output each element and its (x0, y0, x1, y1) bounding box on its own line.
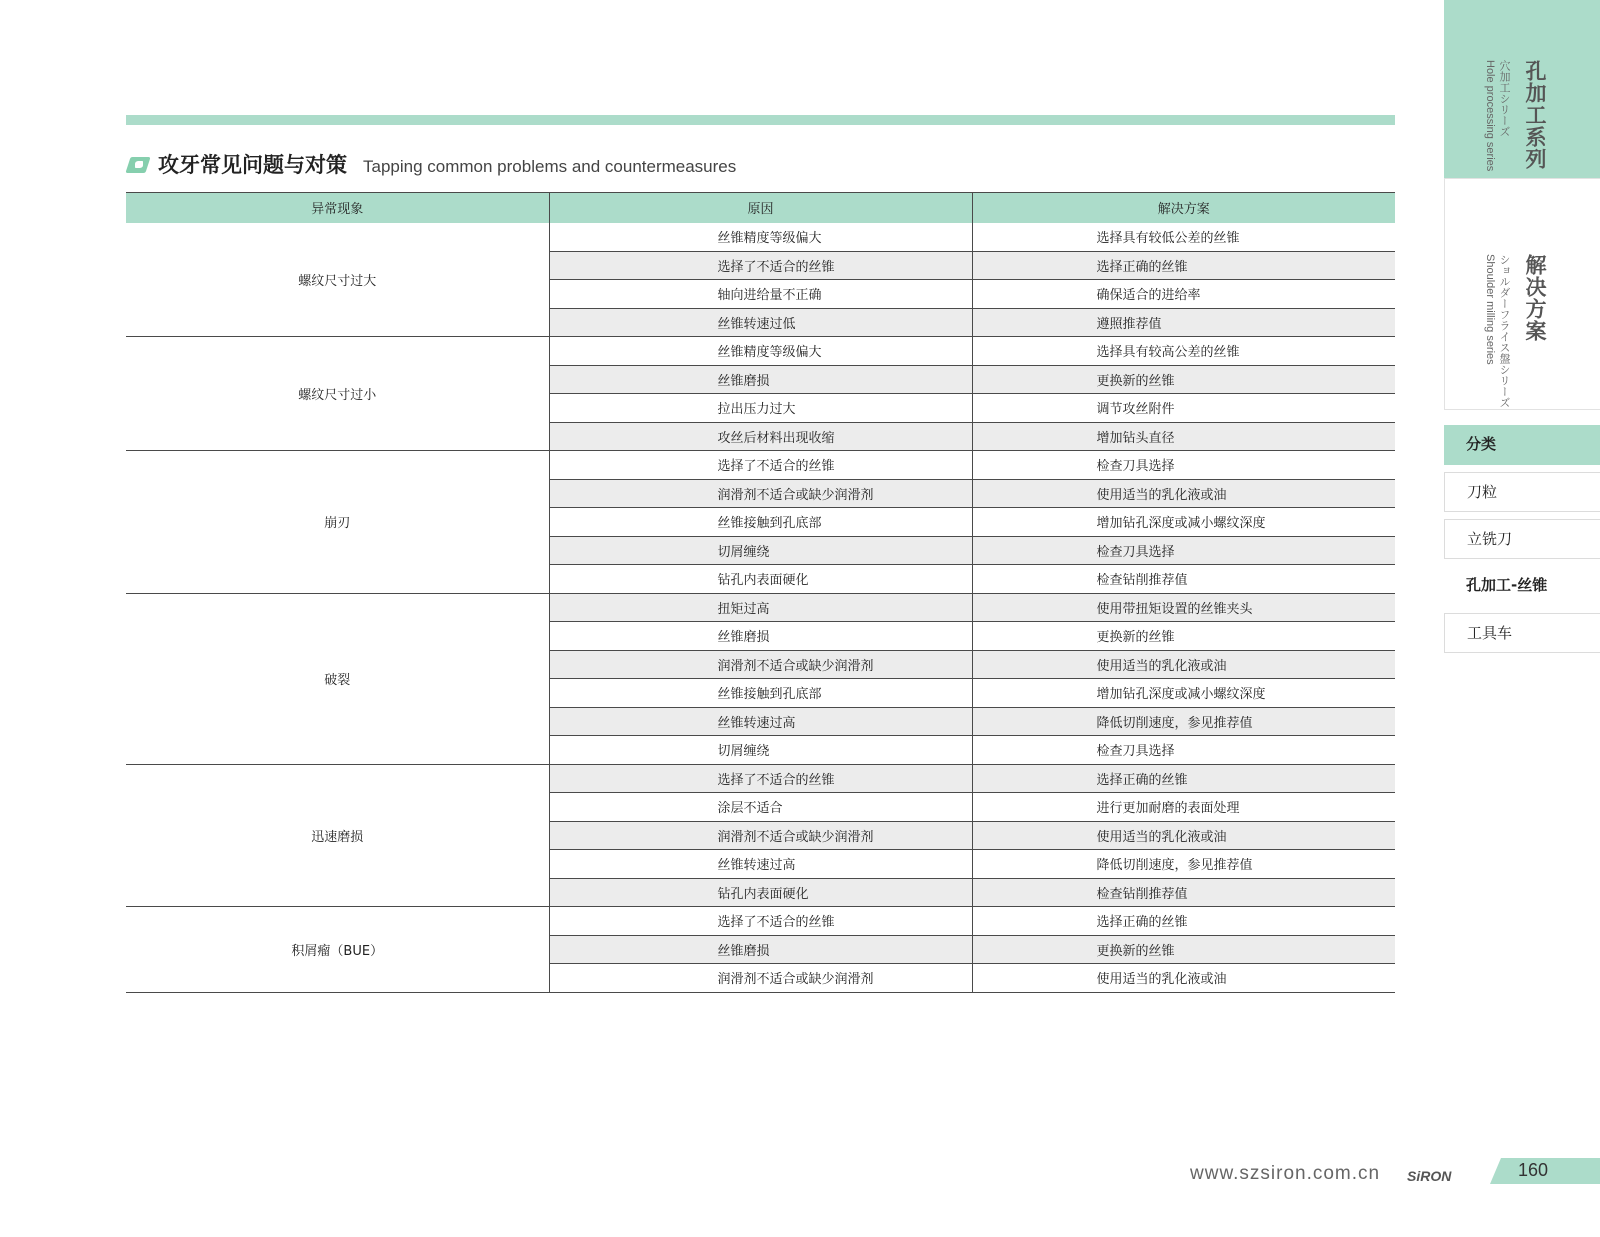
page-number: 160 (1518, 1160, 1549, 1180)
solution-cell: 选择正确的丝锥 (972, 764, 1395, 793)
cause-cell: 扭矩过高 (549, 593, 972, 622)
series-1-subtitle (1484, 60, 1512, 171)
solution-cell: 检查刀具选择 (972, 536, 1395, 565)
header-solution: 解决方案 (972, 193, 1395, 223)
nav-item-tool-cart[interactable]: 工具车 (1444, 613, 1600, 653)
cause-cell: 钻孔内表面硬化 (549, 565, 972, 594)
cause-cell: 切屑缠绕 (549, 536, 972, 565)
cause-cell: 钻孔内表面硬化 (549, 878, 972, 907)
nav-item-hole-taps[interactable] (1434, 566, 1600, 606)
title-english: Tapping common problems and countermeasures (363, 157, 737, 176)
nav-category-header: 分类 (1444, 425, 1600, 465)
solution-cell: 检查刀具选择 (972, 451, 1395, 480)
cause-cell: 选择了不适合的丝锥 (549, 251, 972, 280)
nav-item-hole-taps-label: 孔加工-丝锥 (1466, 576, 1548, 594)
cause-cell: 切屑缠绕 (549, 736, 972, 765)
cause-cell: 丝锥磨损 (549, 935, 972, 964)
series-2-jp: ショルダーフライス盤シリーズ (1498, 254, 1510, 408)
cause-cell: 丝锥磨损 (549, 622, 972, 651)
solution-cell: 增加钻孔深度或减小螺纹深度 (972, 508, 1395, 537)
solution-cell: 使用适当的乳化液或油 (972, 964, 1395, 993)
solution-cell: 使用适当的乳化液或油 (972, 650, 1395, 679)
cause-cell: 润滑剂不适合或缺少润滑剂 (549, 821, 972, 850)
table-row (126, 223, 1395, 252)
table-row (126, 593, 1395, 622)
cause-cell: 选择了不适合的丝锥 (549, 451, 972, 480)
cause-cell: 丝锥转速过高 (549, 707, 972, 736)
cause-cell: 润滑剂不适合或缺少润滑剂 (549, 650, 972, 679)
cause-cell: 丝锥精度等级偏大 (549, 337, 972, 366)
cause-cell: 涂层不适合 (549, 793, 972, 822)
solution-cell: 降低切削速度，参见推荐值 (972, 707, 1395, 736)
cause-cell: 选择了不适合的丝锥 (549, 907, 972, 936)
title-chinese: 攻牙常见问题与对策 (158, 153, 347, 177)
symptom-cell: 螺纹尺寸过大 (126, 223, 549, 337)
solution-cell: 遵照推荐值 (972, 308, 1395, 337)
page-title (126, 150, 736, 180)
cause-cell: 丝锥转速过高 (549, 850, 972, 879)
solution-cell: 确保适合的进给率 (972, 280, 1395, 309)
series-1-jp: 穴加工シリーズ (1498, 60, 1510, 137)
cause-cell: 润滑剂不适合或缺少润滑剂 (549, 479, 972, 508)
tapping-problems-table (126, 192, 1395, 993)
cause-cell: 润滑剂不适合或缺少润滑剂 (549, 964, 972, 993)
cause-cell: 选择了不适合的丝锥 (549, 764, 972, 793)
solution-cell: 更换新的丝锥 (972, 622, 1395, 651)
symptom-cell: 积屑瘤（BUE） (126, 907, 549, 993)
cause-cell: 丝锥磨损 (549, 365, 972, 394)
cause-cell: 拉出压力过大 (549, 394, 972, 423)
symptom-cell: 螺纹尺寸过小 (126, 337, 549, 451)
cause-cell: 轴向进给量不正确 (549, 280, 972, 309)
series-2-subtitle (1484, 254, 1512, 408)
solution-cell: 选择具有较低公差的丝锥 (972, 223, 1395, 252)
cause-cell: 丝锥转速过低 (549, 308, 972, 337)
symptom-cell: 破裂 (126, 593, 549, 764)
solution-cell: 检查钻削推荐值 (972, 565, 1395, 594)
table-row (126, 337, 1395, 366)
footer-url[interactable]: www.szsiron.com.cn (1190, 1163, 1381, 1184)
solution-cell: 选择正确的丝锥 (972, 251, 1395, 280)
solution-cell: 更换新的丝锥 (972, 935, 1395, 964)
cause-cell: 丝锥精度等级偏大 (549, 223, 972, 252)
series-1-en: Hole processing series (1484, 60, 1496, 172)
solution-cell: 增加钻孔深度或减小螺纹深度 (972, 679, 1395, 708)
solution-cell: 更换新的丝锥 (972, 365, 1395, 394)
top-accent-bar (126, 115, 1395, 125)
series-2-en: Shoulder milling series (1484, 254, 1496, 365)
cause-cell: 攻丝后材料出现收缩 (549, 422, 972, 451)
solution-cell: 使用适当的乳化液或油 (972, 821, 1395, 850)
nav-item-inserts[interactable]: 刀粒 (1444, 472, 1600, 512)
solution-cell: 检查钻削推荐值 (972, 878, 1395, 907)
solution-cell: 降低切削速度，参见推荐值 (972, 850, 1395, 879)
solution-cell: 调节攻丝附件 (972, 394, 1395, 423)
table-row (126, 451, 1395, 480)
header-cause: 原因 (549, 193, 972, 223)
solution-cell: 检查刀具选择 (972, 736, 1395, 765)
solution-cell: 进行更加耐磨的表面处理 (972, 793, 1395, 822)
solution-cell: 选择具有较高公差的丝锥 (972, 337, 1395, 366)
series-2-title: 解决方案 (1523, 254, 1547, 342)
cause-cell: 丝锥接触到孔底部 (549, 679, 972, 708)
leaf-icon (126, 157, 148, 173)
brand-logo: SiRON (1407, 1168, 1452, 1184)
solution-cell: 选择正确的丝锥 (972, 907, 1395, 936)
table-row (126, 764, 1395, 793)
symptom-cell: 迅速磨损 (126, 764, 549, 907)
cause-cell: 丝锥接触到孔底部 (549, 508, 972, 537)
table-header-row (126, 193, 1395, 223)
solution-cell: 使用适当的乳化液或油 (972, 479, 1395, 508)
nav-item-end-mills[interactable]: 立铣刀 (1444, 519, 1600, 559)
solution-cell: 使用带扭矩设置的丝锥夹头 (972, 593, 1395, 622)
symptom-cell: 崩刃 (126, 451, 549, 594)
series-1-title: 孔加工系列 (1523, 60, 1547, 170)
header-symptom: 异常现象 (126, 193, 549, 223)
table-row (126, 907, 1395, 936)
solution-cell: 增加钻头直径 (972, 422, 1395, 451)
